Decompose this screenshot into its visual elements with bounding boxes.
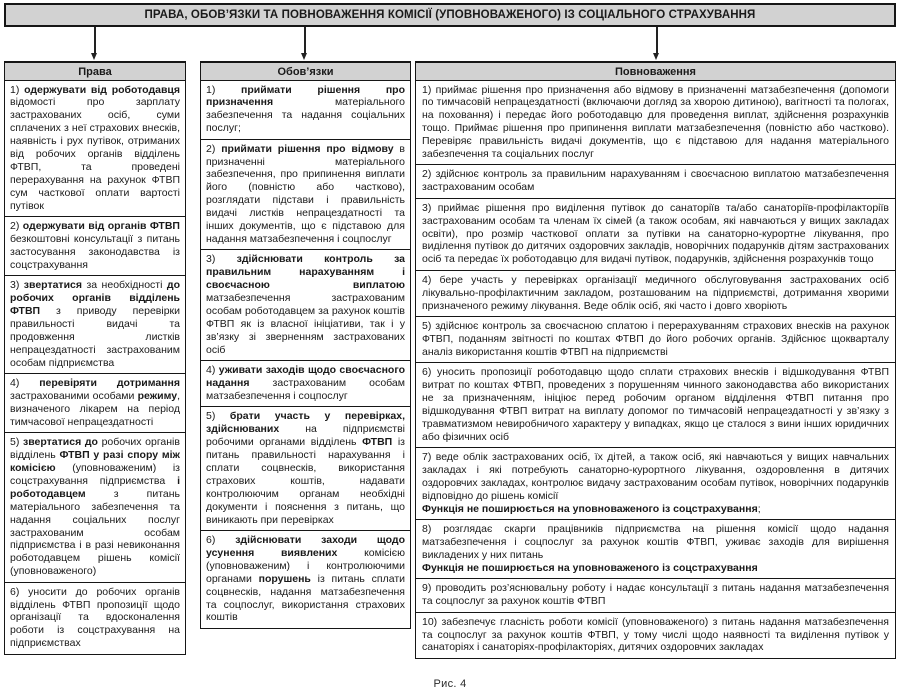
item-box: 6) уносить пропозиції роботодавцю щодо сплати страхових внесків і відшкодування ФТВП витрат по коштах ФТВП, проведених з порушенням чинного законодавства або використаних не за призначенням, ініціює перед робочим органом відділення ФТВП питання про відшкодування ФТВП витрат на виплату допомог по тимчасовій непрацездатності у зв’язку з травматизмом невиробничого характеру у випадках, якщо це сталося з вини інших юридичних або фізичних осіб (415, 362, 896, 448)
column-header-rights: Права (4, 61, 186, 81)
column-header-powers: Повноваження (415, 61, 896, 81)
item-box: 1) приймати рішення про призначення матеріального забезпечення та надання соціальних послуг; (200, 80, 411, 141)
item-box: 6) здійснювати заходи щодо усунення виявлених комісією (уповноваженим) і контролюючими органами порушень із питань сплати соцвнесків, надання матзабезпечення та соцпослуг, використання страхових коштів (200, 530, 411, 629)
item-box: 10) забезпечує гласність роботи комісії (уповноваженого) з питань надання матзабезпечення та соцпослуг за рахунок коштів ФТВП, у тому числі щодо наявності та виділення путівок у санаторіях і санаторіях-профілакторіях, дитячих оздоровчих закладах (415, 612, 896, 660)
item-box: 2) одержувати від органів ФТВП безкоштовні консультації з питань застосування законодавства із соцстрахування (4, 216, 186, 277)
item-box: 5) брати участь у перевірках, здійснюваних на підприємстві робочими органами відділень ФТВП із питань правильності нарахування і сплати соцвнесків, використання страхових коштів, надавати контролюючим органам необхідні документи і пояснення з питань, що виникають при перевірках (200, 406, 411, 531)
item-box: 6) уносити до робочих органів відділень ФТВП пропозиції щодо організації та вдосконалення роботи із соцстрахування на підприємствах (4, 582, 186, 656)
column-header-duties: Обов’язки (200, 61, 411, 81)
arrow-down-icon (304, 27, 306, 53)
arrow-down-icon (656, 27, 658, 53)
item-box: 8) розглядає скарги працівників підприємства на рішення комісії щодо надання матзабезпечення і соцпослуг за рахунок коштів ФТВП, уживає заходів для вирішення викладених у них питань Функція не поширюється на уповноваженого із соцстрахування (415, 519, 896, 580)
diagram-title: ПРАВА, ОБОВ’ЯЗКИ ТА ПОВНОВАЖЕННЯ КОМІСІЇ (УПОВНОВАЖЕНОГО) ІЗ СОЦІАЛЬНОГО СТРАХУВАННЯ (4, 3, 896, 27)
figure-caption: Рис. 4 (433, 678, 467, 690)
column-items-powers (415, 80, 896, 660)
column-powers (415, 61, 896, 659)
item-box: 3) звертатися за необхідності до робочих органів відділень ФТВП з приводу перевірки правильності видачі та продовження листків непрацездатності застрахованим особам підприємства (4, 275, 186, 374)
column-items-duties (200, 80, 411, 630)
item-box: 5) здійснює контроль за своєчасною сплатою і перерахуванням страхових внесків на рахунок ФТВП, поданням звітності по коштах ФТВП до його робочих органів. Здійснює щокварталу аналіз використання коштів ФТВП на підприємстві (415, 316, 896, 364)
item-box: 1) одержувати від роботодавця відомості про зарплату застрахованих осіб, суми сплачених з неї страхових внесків, наявність і рух путівок, отриманих від робочих органів відділень ФТВП, та проведені перерахування на рахунок ФТВП сум часткової оплати вартості путівок (4, 80, 186, 218)
item-box: 7) веде облік застрахованих осіб, їх дітей, а також осіб, які навчаються у вищих навчальних закладах і які потребують санаторно-курортного лікування, оздоровлення в дитячих оздоровчих закладах, контролює видачу застрахованим особам путівок, новорічних подарунків відповідно до рішень комісії Функція не поширюється на уповноваженого із соцстрахування; (415, 447, 896, 521)
item-box: 4) бере участь у перевірках організації медичного обслуговування застрахованих осіб лікувально-профілактичним закладом, розташованим на підприємстві, дотримання хворими призначеного режиму лікування. Веде облік осіб, які часто і довго хворіють (415, 270, 896, 318)
item-box: 2) здійснює контроль за правильним нарахуванням і своєчасною виплатою матзабезпечення застрахованим особам (415, 164, 896, 199)
item-box: 2) приймати рішення про відмову в призначенні матеріального забезпечення, про припинення виплати його (повністю або частково), розглядати підстави і правильність видачі листків непрацездатності та інших документів, що є підставою для надання матзабезпечення і соцпослуг (200, 139, 411, 251)
item-box: 4) уживати заходів щодо своєчасного надання застрахованим особам матзабезпечення і соцпослуг (200, 360, 411, 408)
column-items-rights (4, 80, 186, 656)
arrow-down-icon (94, 27, 96, 53)
item-box: 3) приймає рішення про виділення путівок до санаторіїв та/або санаторіїв-профілакторіїв застрахованим особам та членам їх сімей (а також особам, які навчаються у вищих закладах освіти), про розмір часткової оплати за путівки на санаторно-курортне лікування, про виділення путівок до дитячих оздоровчих закладів, новорічних подарунків дітям застрахованих осіб та передає їх роботодавцю для видачі путівок, подарунків, здійснення розрахунків тощо (415, 198, 896, 272)
item-box: 3) здійснювати контроль за правильним нарахуванням і своєчасною виплатою матзабезпечення застрахованим особам роботодавцем за рахунок коштів ФТВП як із власної ініціативи, так і у зв’язку зі зверненням застрахованих осіб (200, 249, 411, 361)
item-box: 1) приймає рішення про призначення або відмову в призначенні матзабезпечення (допомоги по тимчасовій непрацездатності (включаючи догляд за хворою дитиною), вагітності та пологах, на поховання) і передає його роботодавцю для проведення виплат, здійснення розрахунків тощо. Приймає рішення про припинення виплати матзабезпечення (повністю або частково). Перевіряє правильність видачі документів, що є підставою для надання матеріального забезпечення та соціальних послуг (415, 80, 896, 166)
item-box: 4) перевіряти дотримання застрахованими особами режиму, визначеного лікарем на період тимчасової непрацездатності (4, 373, 186, 434)
column-rights (4, 61, 186, 655)
item-box: 9) проводить роз’яснювальну роботу і надає консультації з питань надання матзабезпечення та соцпослуг за рахунок коштів ФТВП (415, 578, 896, 613)
column-duties (200, 61, 411, 629)
item-box: 5) звертатися до робочих органів відділень ФТВП у разі спору між комісією (уповноваженим) із соцстрахування підприємства і роботодавцем з питань матеріального забезпечення та надання соціальних послуг застрахованим особам підприємства і в разі невиконання роботодавцем рішень комісії (уповноваженого) (4, 432, 186, 583)
